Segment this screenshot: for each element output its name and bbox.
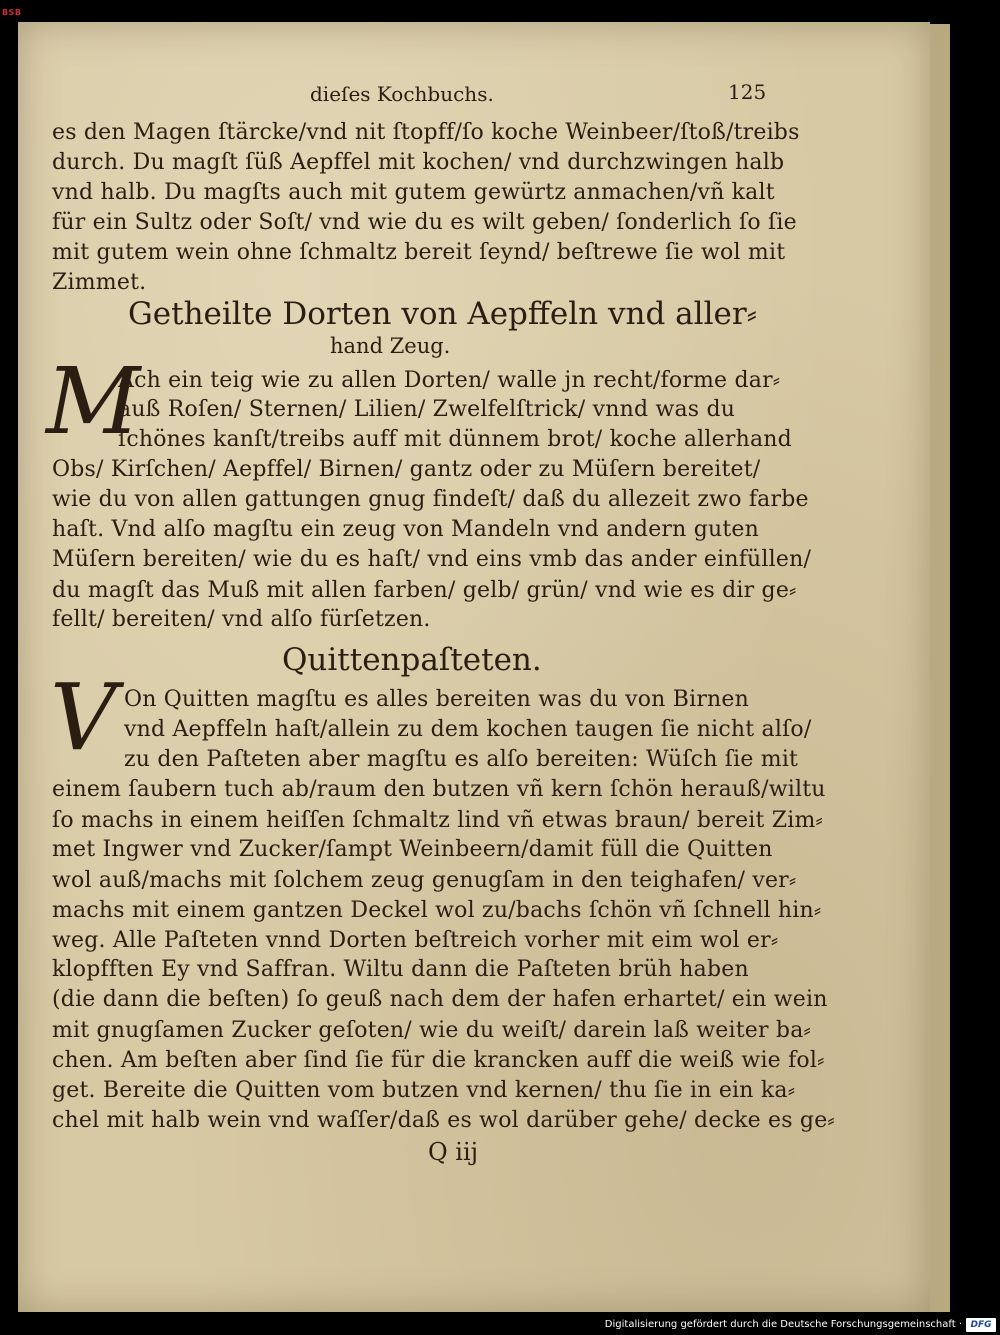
text-line: ſo machs in einem heiſſen ſchmaltz lind vñ etwas braun/ bereit Zim⸗ — [52, 808, 824, 833]
section-heading: Getheilte Dorten von Aepffeln vnd aller⸗ — [128, 296, 757, 332]
text-line: für ein Sultz oder Soſt/ vnd wie du es wilt geben/ ſonderlich ſo ſie — [52, 210, 797, 235]
text-line: chen. Am beſten aber ſind ſie für die krancken auff die weiß wie fol⸗ — [52, 1048, 825, 1073]
text-line: Ach ein teig wie zu allen Dorten/ walle jn recht/forme dar⸗ — [118, 368, 781, 393]
text-line: durch. Du magſt ſüß Aepffel mit kochen/ vnd durchzwingen halb — [52, 150, 785, 175]
text-line: du magſt das Muß mit allen farben/ gelb/ grün/ vnd wie es dir ge⸗ — [52, 578, 797, 603]
bsb-watermark: BSB — [2, 8, 22, 17]
text-line: haſt. Vnd alſo magſtu ein zeug von Mandeln vnd andern guten — [52, 517, 759, 542]
text-line: es den Magen ſtärcke/vnd nit ſtopff/ſo koche Weinbeer/ſtoß/treibs — [52, 120, 800, 145]
text-line: klopfften Ey vnd Saffran. Wiltu dann die Paſteten brüh haben — [52, 957, 749, 982]
text-line: met Ingwer vnd Zucker/ſampt Weinbeern/damit füll die Quitten — [52, 837, 773, 862]
text-line: ſchönes kanſt/treibs auff mit dünnem brot/ koche allerhand — [118, 427, 792, 452]
page-edge — [930, 24, 950, 1312]
decorated-initial: V — [50, 664, 117, 771]
text-line: machs mit einem gantzen Deckel wol zu/bachs ſchön vñ ſchnell hin⸗ — [52, 898, 822, 923]
text-line: Zimmet. — [52, 270, 147, 295]
text-line: vnd Aepffeln haſt/allein zu dem kochen taugen ſie nicht alſo/ — [124, 717, 812, 742]
text-line: mit gnugſamen Zucker geſoten/ wie du weiſt/ darein laß weiter ba⸗ — [52, 1018, 812, 1043]
text-line: mit gutem wein ohne ſchmaltz bereit ſeynd/ beſtrewe ſie wol mit — [52, 240, 786, 265]
decorated-initial: M — [46, 348, 141, 455]
text-line: Müſern bereiten/ wie du es haſt/ vnd eins vmb das ander einfüllen/ — [52, 547, 812, 572]
section-heading-continuation: hand Zeug. — [330, 334, 451, 358]
text-line: get. Bereite die Quitten vom butzen vnd kernen/ thu ſie in ein ka⸗ — [52, 1078, 796, 1103]
funding-notice: Digitalisierung gefördert durch die Deutsche Forschungsgemeinschaft · — [604, 1319, 962, 1330]
text-line: zu den Paſteten aber magſtu es alſo bereiten: Wüſch ſie mit — [124, 747, 799, 772]
text-line: weg. Alle Paſteten vnnd Dorten beſtreich vorher mit eim wol er⸗ — [52, 928, 779, 953]
signature-mark: Q iij — [428, 1138, 479, 1166]
text-line: chel mit halb wein vnd waſſer/daß es wol darüber gehe/ decke es ge⸗ — [52, 1108, 835, 1133]
dfg-logo: DFG — [966, 1318, 996, 1332]
running-head: dieſes Kochbuchs. — [310, 82, 494, 106]
text-line: einem ſaubern tuch ab/raum den butzen vñ kern ſchön herauß/wiltu — [52, 777, 826, 802]
text-line: wie du von allen gattungen gnug findeſt/ daß du allezeit zwo farbe — [52, 487, 809, 512]
text-line: auß Roſen/ Sternen/ Lilien/ Zwelfelſtrick/ vnnd was du — [118, 397, 736, 422]
section-heading: Quittenpaſteten. — [282, 642, 542, 678]
text-line: (die dann die beſten) ſo geuß nach dem der hafen erhartet/ ein wein — [52, 987, 828, 1012]
text-line: wol auß/machs mit ſolchem zeug genugſam in den teighafen/ ver⸗ — [52, 868, 797, 893]
text-line: On Quitten magſtu es alles bereiten was du von Birnen — [124, 687, 749, 712]
text-line: Obs/ Kirſchen/ Aepffel/ Birnen/ gantz oder zu Müſern bereitet/ — [52, 457, 761, 482]
page-number: 125 — [728, 80, 767, 104]
text-line: vnd halb. Du magſts auch mit gutem gewürtz anmachen/vñ kalt — [52, 180, 775, 205]
text-line: fellt/ bereiten/ vnd alſo fürſetzen. — [52, 607, 431, 632]
